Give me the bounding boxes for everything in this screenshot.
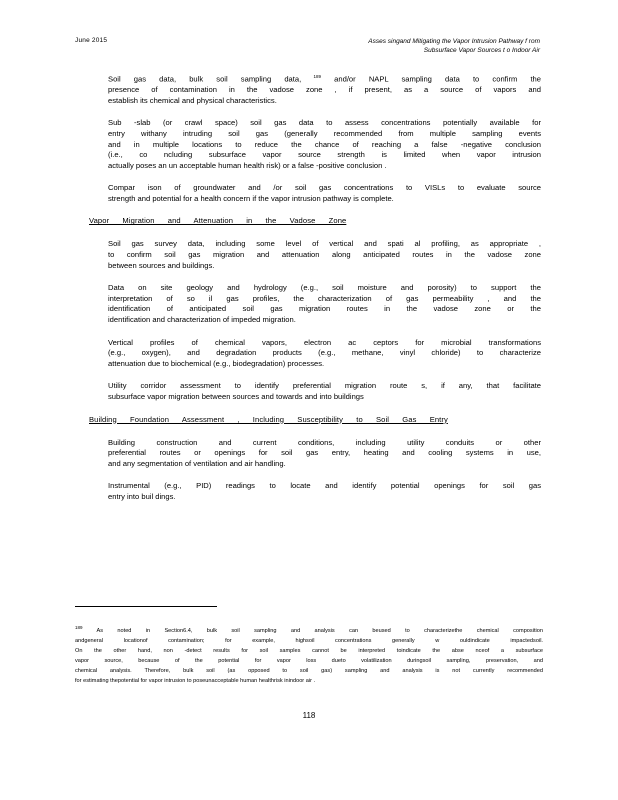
bullet-group-vapor-migration xyxy=(91,239,541,402)
bullet-text-line: entry withany intruding soil gas (generally recommended from multiple sampling events xyxy=(108,128,541,138)
bullet-text-line: Data on site geology and hydrology (e.g., soil moisture and porosity) to support the xyxy=(108,283,541,293)
footnote-line: chemical analysis. Therefore, bulk soil (as opposed to soil gas) sampling and analysis is not currently recommended xyxy=(75,667,543,674)
bullet-text-line: Soil gas survey data, including some level of vertical and spati al profiling, as appropriate , xyxy=(108,239,541,249)
bullet-group-building-foundation xyxy=(91,438,541,503)
bullet-text-line: establish its chemical and physical characteristics. xyxy=(108,95,277,105)
header-title-line2: Subsurface Vapor Sources t o Indoor Air xyxy=(423,47,540,54)
bullet-item xyxy=(91,72,541,106)
bullet-item xyxy=(91,183,541,204)
page-number: 118 xyxy=(302,711,316,720)
bullet-text-line: Compar ison of groundwater and /or soil gas concentrations to VISLs to evaluate source xyxy=(108,183,541,193)
bullet-text-tail: and/or NAPL sampling data to confirm the xyxy=(321,74,542,84)
bullet-text-line: subsurface vapor migration between sources and towards and into buildings xyxy=(108,392,364,401)
footnote-reference[interactable]: 189 xyxy=(301,74,322,79)
bullet-text-line: identification and characterization of impeded migration. xyxy=(108,315,296,325)
bullet-item xyxy=(91,338,541,370)
bullet-text-line: (e.g., oxygen), and degradation products (e.g., methane, vinyl chloride) to characterize xyxy=(108,348,541,358)
footnote xyxy=(75,623,543,686)
bullet-text-line: and any segmentation of ventilation and air handling. xyxy=(108,458,286,468)
header-title-line1: Asses singand Mitigating the Vapor Intrusion Pathway f rom xyxy=(368,38,540,45)
bullet-text-line: to confirm soil gas migration and attenuation along anticipated routes in the vadose zone xyxy=(108,250,541,260)
bullet-text-line: strength and potential for a health concern if the vapor intrusion pathway is complete. xyxy=(108,193,394,203)
footnote-line: for estimating thepotential for vapor intrusion to poseunacceptable human healthrisk inindoor air . xyxy=(75,677,316,684)
bullet-text-line: entry into buil dings. xyxy=(108,491,176,501)
bullet-text-line: (i.e., co ncluding subsurface vapor source strength is limited when vapor intrusion xyxy=(108,150,541,160)
bullet-text-line: presence of contamination in the vadose zone , if present, as a source of vapors and xyxy=(108,85,541,95)
page-content xyxy=(91,72,541,515)
bullet-item xyxy=(91,381,541,402)
bullet-item xyxy=(91,438,541,470)
header-date: June 2015 xyxy=(75,37,108,44)
bullet-group-data-sources xyxy=(91,72,541,204)
bullet-item xyxy=(91,481,541,502)
bullet-text-line: interpretation of so il gas profiles, the characterization of gas permeability , and the xyxy=(108,293,541,303)
bullet-text-line: Sub -slab (or crawl space) soil gas data to assess concentrations potentially available for xyxy=(108,118,541,128)
bullet-item xyxy=(91,283,541,325)
bullet-text-line: Utility corridor assessment to identify preferential migration route s, if any, that facilitate xyxy=(108,381,541,391)
footnote-text: As noted in Section6.4, bulk soil sampling and analysis can beused to characterizethe chemical composition xyxy=(96,627,543,634)
bullet-text-line: Soil gas data, bulk soil sampling data, $^{189}$ and/or NAPL sampling data to confirm the xyxy=(108,74,542,84)
footnote-line xyxy=(75,623,543,636)
bullet-text-line: Instrumental (e.g., PID) readings to locate and identify potential openings for soil gas xyxy=(108,481,541,491)
bullet-text-line: Building construction and current conditions, including utility conduits or other xyxy=(108,437,541,447)
footnote-line: vapor source, because of the potential for vapor loss dueto volatilization duringsoil sampling, preservation, and xyxy=(75,657,543,664)
footnote-line: andgeneral locationof contamination; for example, highsoil concentrations generally w ouldindicate impactedsoil. xyxy=(75,637,543,644)
header-title xyxy=(240,37,540,55)
bullet-text-line: between sources and buildings. xyxy=(108,260,215,270)
bullet-text-line: preferential routes or openings for soil gas entry, heating and cooling systems in use, xyxy=(108,448,541,458)
section-heading-building-foundation: Building Foundation Assessment , Including Susceptibility to Soil Gas Entry xyxy=(89,414,448,424)
footnote-marker: 189 xyxy=(75,625,97,630)
bullet-text-line: identification of anticipated soil gas migration routes in the vadose zone or the xyxy=(108,304,541,314)
bullet-text-line: and in multiple locations to reduce the chance of reaching a false -negative conclusion xyxy=(108,139,541,149)
section-heading-vapor-migration: Vapor Migration and Attenuation in the Vadose Zone xyxy=(89,216,347,226)
bullet-item xyxy=(91,118,541,171)
bullet-text-line: actually poses an un acceptable human health risk) or a false -positive conclusion . xyxy=(108,160,387,170)
footnote-separator xyxy=(75,606,217,607)
bullet-text-line: Vertical profiles of chemical vapors, electron ac ceptors for microbial transformations xyxy=(108,337,541,347)
bullet-text-line: attenuation due to biochemical (e.g., biodegradation) processes. xyxy=(108,358,325,368)
bullet-item xyxy=(91,239,541,271)
footnote-line: On the other hand, non -detect results for soil samples cannot be interpreted toindicate the abse nceof a subsurface xyxy=(75,647,543,654)
